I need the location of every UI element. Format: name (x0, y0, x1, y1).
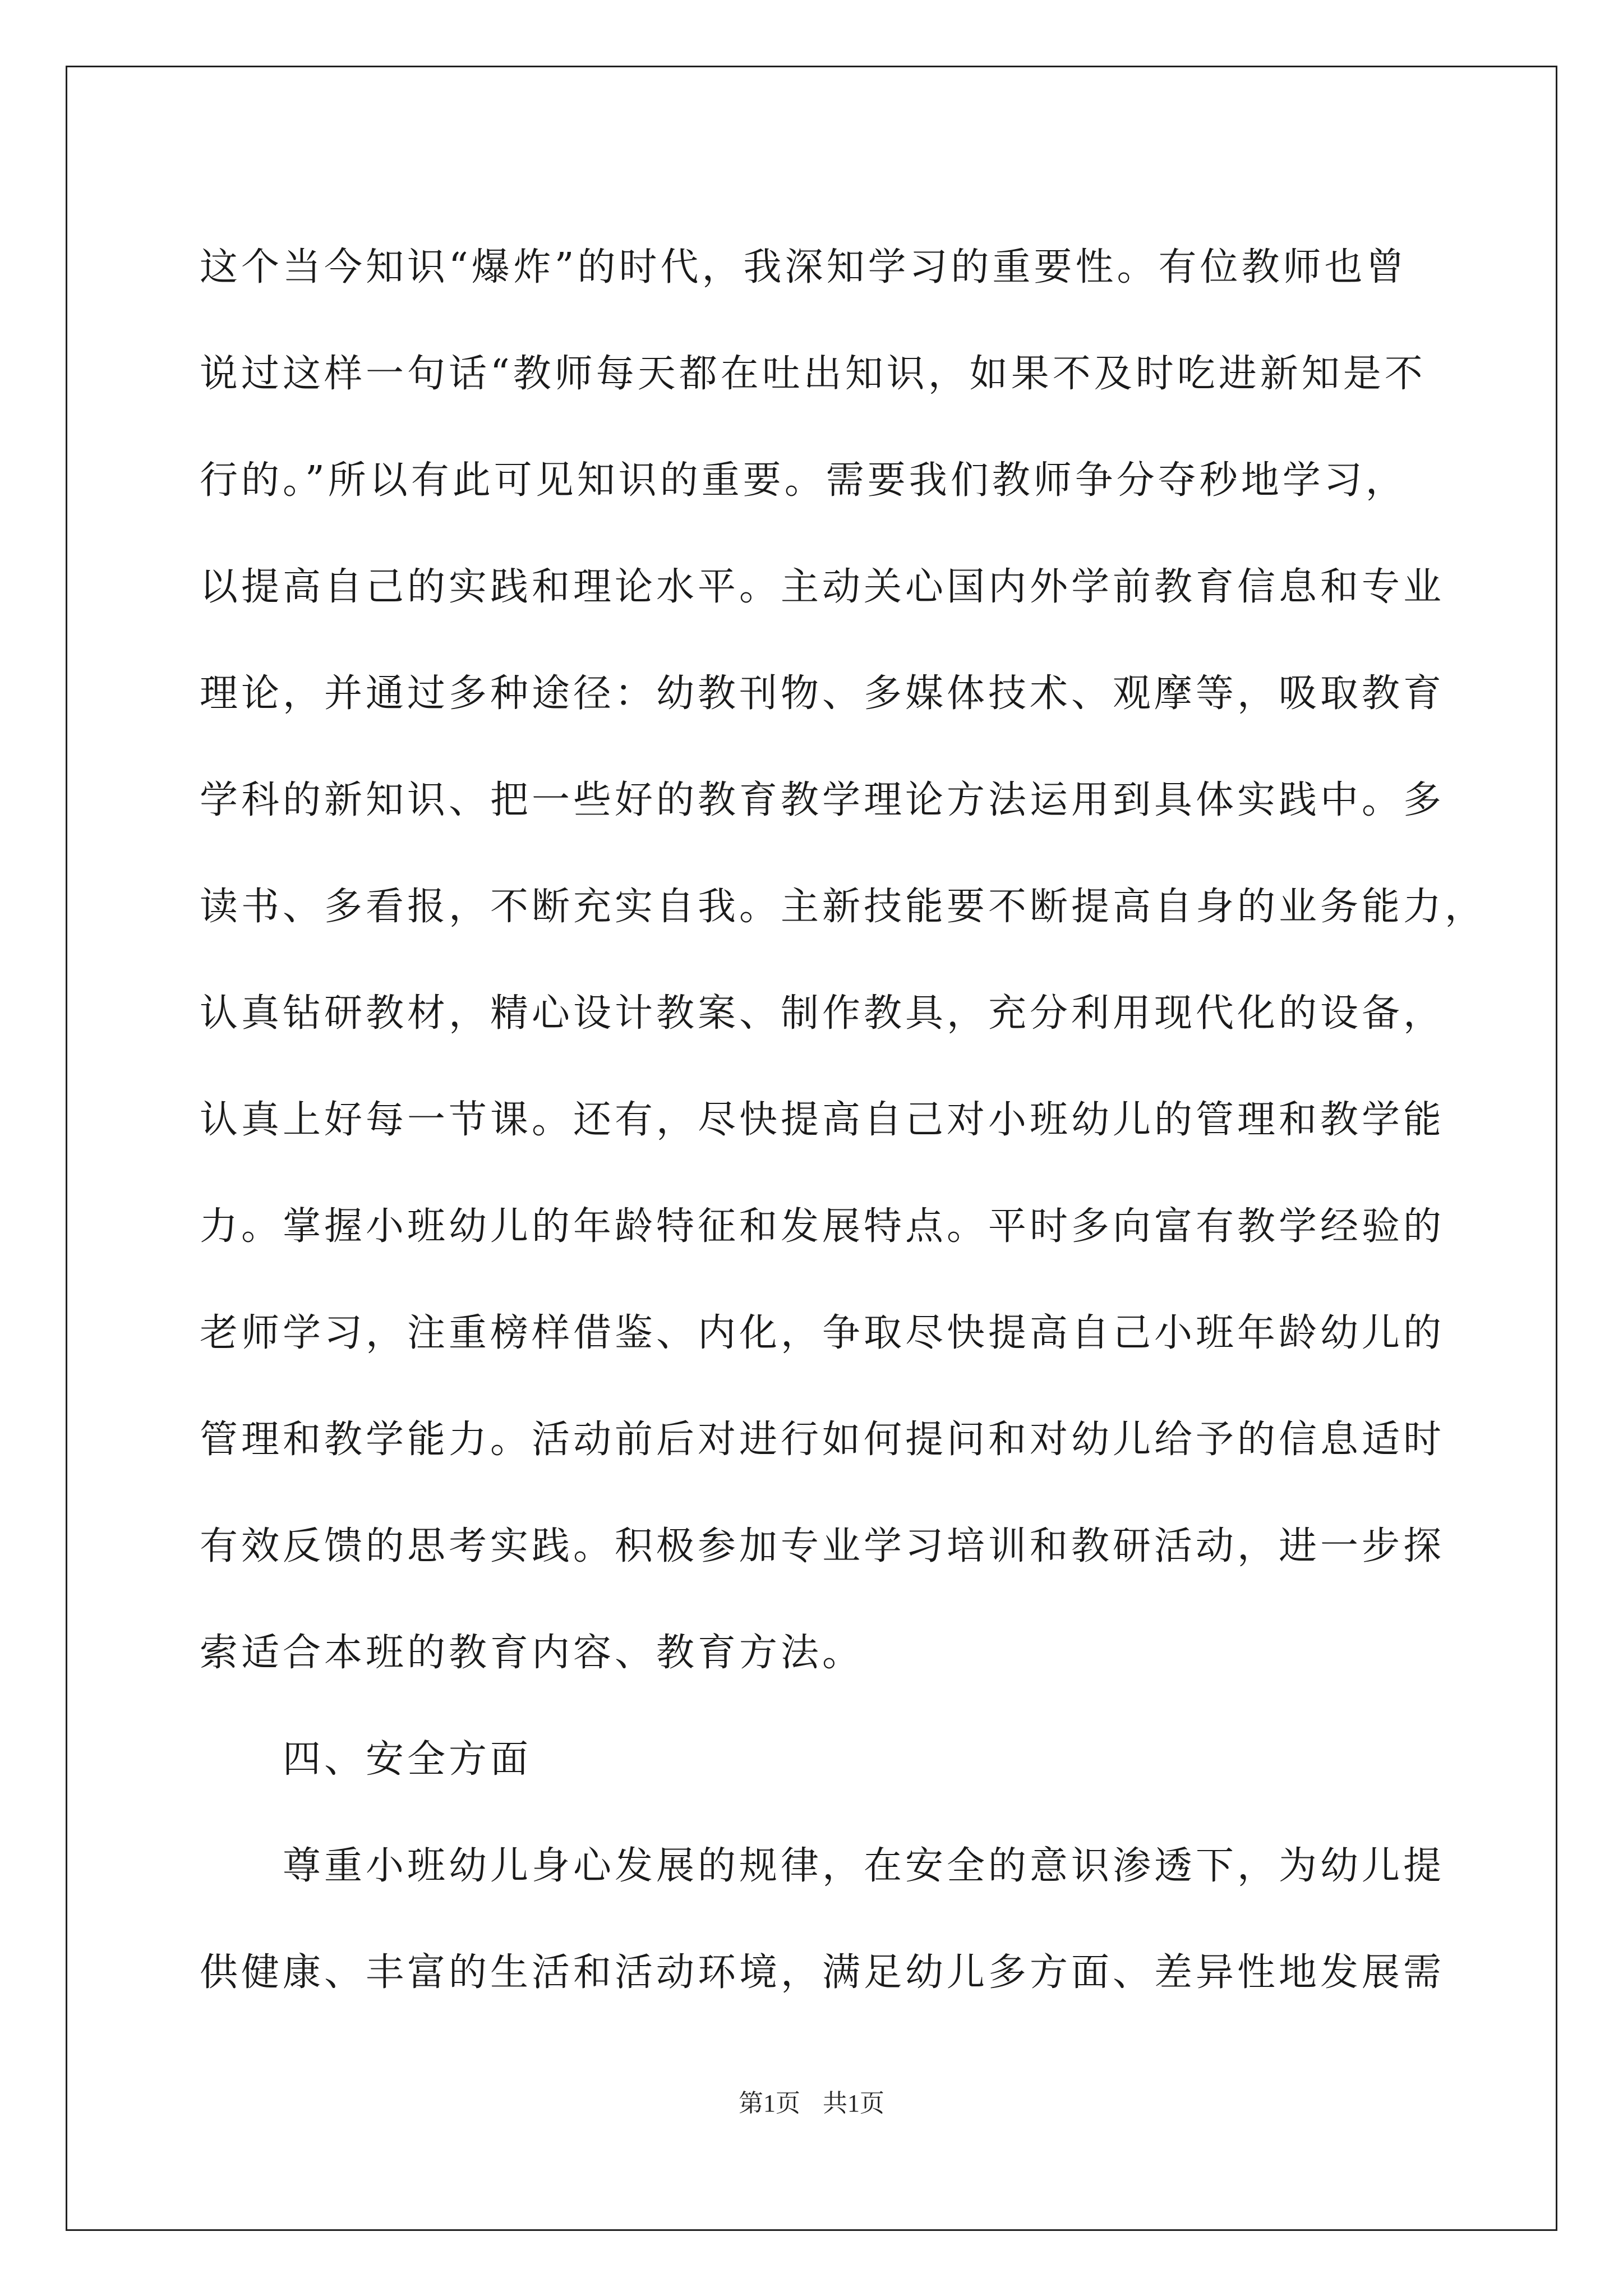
body-line: 说过这样一句话“教师每天都在吐出知识，如果不及时吃进新知是不 (200, 352, 1426, 396)
body-line: 认真钻研教材，精心设计教案、制作教具，充分利用现代化的设备， (200, 991, 1445, 1036)
body-line: 有效反馈的思考实践。积极参加专业学习培训和教研活动，进一步探 (200, 1524, 1445, 1568)
section-line: 供健康、丰富的生活和活动环境，满足幼儿多方面、差异性地发展需 (200, 1950, 1445, 1995)
body-line: 管理和教学能力。活动前后对进行如何提问和对幼儿给予的信息适时 (200, 1418, 1445, 1462)
body-line: 力。掌握小班幼儿的年龄特征和发展特点。平时多向富有教学经验的 (200, 1204, 1445, 1249)
body-line: 以提高自己的实践和理论水平。主动关心国内外学前教育信息和专业 (200, 565, 1445, 609)
body-line: 认真上好每一节课。还有，尽快提高自己对小班幼儿的管理和教学能 (200, 1098, 1445, 1142)
document-body (200, 214, 1487, 2026)
body-line: 行的。”所以有此可见知识的重要。需要我们教师争分夺秒地学习， (200, 458, 1407, 503)
page-footer (0, 2087, 1623, 2120)
body-line: 理论，并通过多种途径：幼教刊物、多媒体技术、观摩等，吸取教育 (200, 671, 1445, 716)
page-number-current: 第1页 (739, 2090, 800, 2117)
body-line: 老师学习，注重榜样借鉴、内化，争取尽快提高自己小班年龄幼儿的 (200, 1311, 1445, 1355)
section-line: 尊重小班幼儿身心发展的规律，在安全的意识渗透下，为幼儿提 (283, 1844, 1445, 1888)
page-number-total: 共1页 (823, 2090, 884, 2117)
body-line: 索适合本班的教育内容、教育方法。 (200, 1631, 864, 1675)
body-line: 读书、多看报，不断充实自我。主新技能要不断提高自身的业务能力， (200, 885, 1487, 929)
body-line: 这个当今知识“爆炸”的时代，我深知学习的重要性。有位教师也曾 (200, 245, 1408, 289)
body-line: 学科的新知识、把一些好的教育教学理论方法运用到具体实践中。多 (200, 778, 1445, 822)
section-heading: 四、安全方面 (283, 1737, 532, 1782)
